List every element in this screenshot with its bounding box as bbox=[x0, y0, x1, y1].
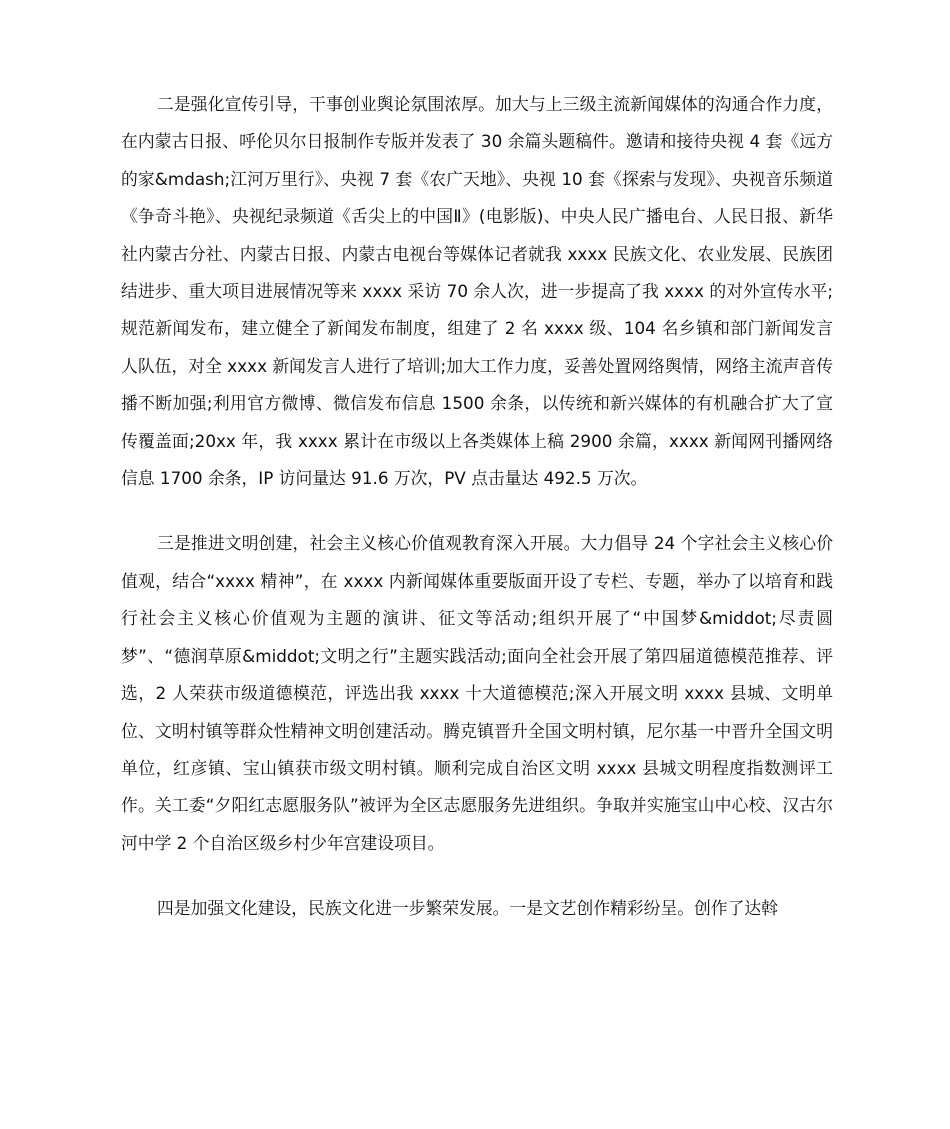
paragraph-culture: 四是加强文化建设，民族文化进一步繁荣发展。一是文艺创作精彩纷呈。创作了达斡 bbox=[157, 898, 778, 919]
document-body bbox=[121, 86, 833, 928]
paragraph-civilization: 三是推进文明创建，社会主义核心价值观教育深入开展。大力倡导 24 个字社会主义核心价值观，结合“xxxx 精神”，在 xxxx 内新闻媒体重要版面开设了专栏、专题，举办了以培育和践行社会主义核心价值观为主题的演讲、征文等活动;组织开展了“中国梦&middot;尽责圆梦”、“德润草原&middot;文明之行”主题实践活动;面向全社会开展了第四届道德模范推荐、评选，2 人荣获市级道德模范，评选出我 xxxx 十大道德模范;深入开展文明 xxxx 县城、文明单位、文明村镇等群众性精神文明创建活动。腾克镇晋升全国文明村镇，尼尔基一中晋升全国文明单位，红彦镇、宝山镇获市级文明村镇。顺利完成自治区文明 xxxx 县城文明程度指数测评工作。关工委“夕阳红志愿服务队”被评为全区志愿服务先进组织。争取并实施宝山中心校、汉古尔河中学 2 个自治区级乡村少年宫建设项目。 bbox=[121, 533, 833, 853]
paragraph-publicity: 二是强化宣传引导，干事创业舆论氛围浓厚。加大与上三级主流新闻媒体的沟通合作力度，在内蒙古日报、呼伦贝尔日报制作专版并发表了 30 余篇头题稿件。邀请和接待央视 4 套《远方的家&mdash;江河万里行》、央视 7 套《农广天地》、央视 10 套《探索与发现》、央视音乐频道《争奇斗艳》、央视纪录频道《舌尖上的中国Ⅱ》(电影版)、中央人民广播电台、人民日报、新华社内蒙古分社、内蒙古日报、内蒙古电视台等媒体记者就我 xxxx 民族文化、农业发展、民族团结进步、重大项目进展情况等来 xxxx 采访 70 余人次，进一步提高了我 xxxx 的对外宣传水平;规范新闻发布，建立健全了新闻发布制度，组建了 2 名 xxxx 级、104 名乡镇和部门新闻发言人队伍，对全 xxxx 新闻发言人进行了培训;加大工作力度，妥善处置网络舆情，网络主流声音传播不断加强;利用官方微博、微信发布信息 1500 余条，以传统和新兴媒体的有机融合扩大了宣传覆盖面;20xx 年，我 xxxx 累计在市级以上各类媒体上稿 2900 余篇，xxxx 新闻网刊播网络信息 1700 余条，IP 访问量达 91.6 万次，PV 点击量达 492.5 万次。 bbox=[121, 94, 833, 489]
